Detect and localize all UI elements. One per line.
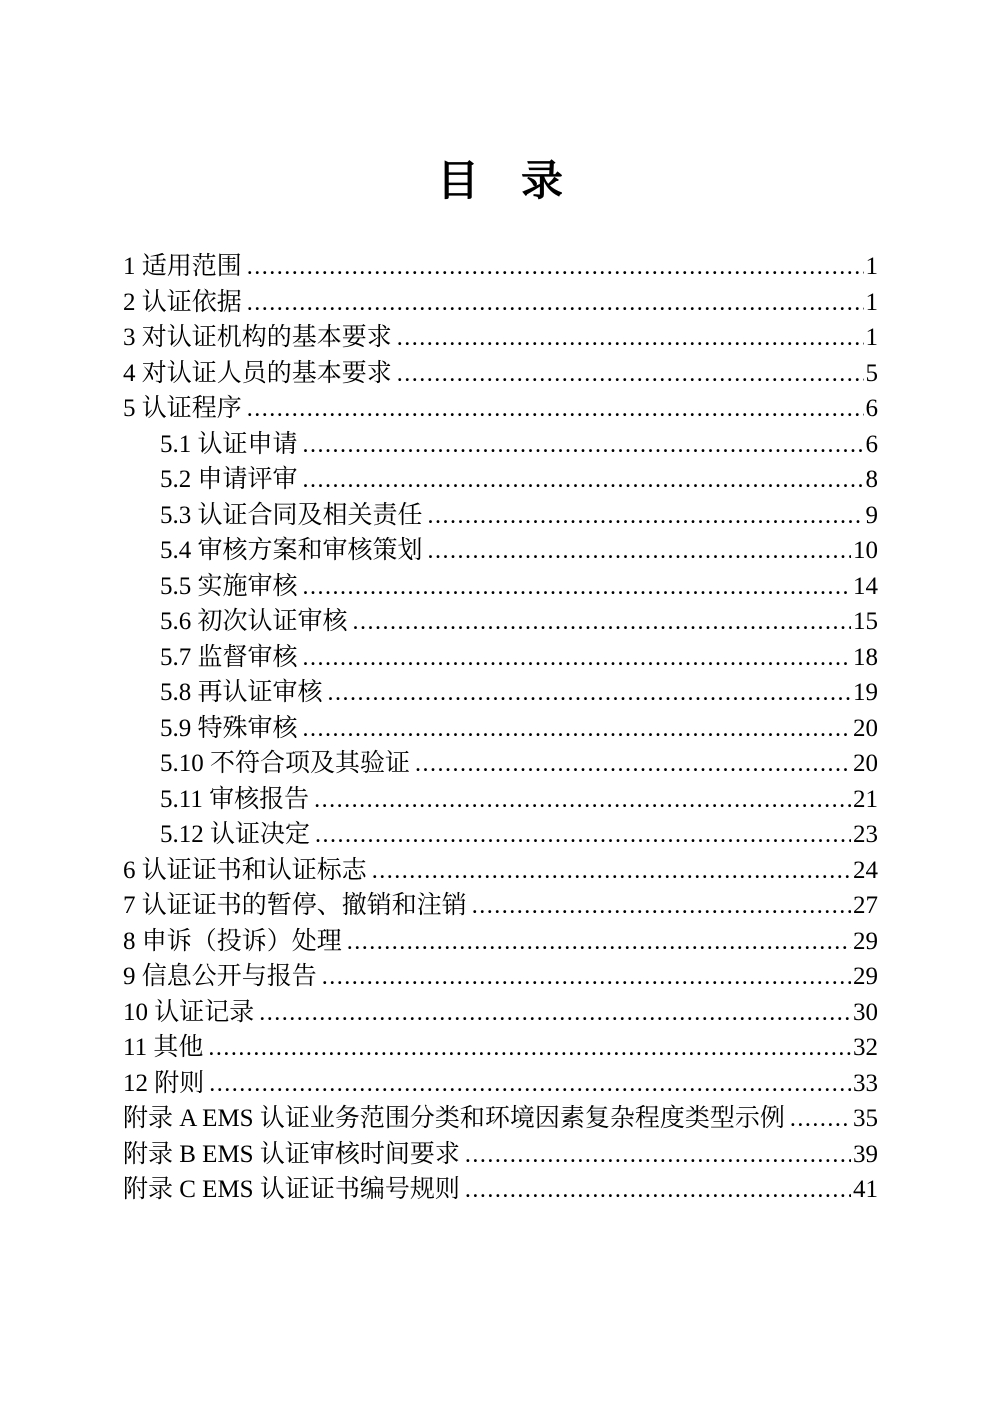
toc-page-number: 33 [853,1069,878,1097]
toc-entry [123,746,878,782]
toc-entry [123,249,878,285]
toc-leader-dots [303,569,851,606]
toc-leader-dots [322,959,851,996]
toc-entry-label: 7 认证证书的暂停、撤销和注销 [123,892,467,919]
toc-page-number: 39 [853,1140,878,1168]
toc-entry [123,285,878,321]
toc-entry [123,888,878,924]
toc-leader-dots [303,640,851,677]
toc-entry [123,1137,878,1173]
toc-entry-label: 5.4 审核方案和审核策划 [160,537,423,564]
toc-page-number: 21 [853,785,878,813]
toc-leader-dots [259,995,851,1032]
toc-entry-label: 6 认证证书和认证标志 [123,856,367,884]
toc-page-number: 20 [853,714,878,742]
toc-entry-label: 5.2 申请评审 [160,466,298,493]
toc-page-number: 29 [853,963,878,990]
toc-entry [123,427,878,463]
toc-entry [123,640,878,676]
toc-entry [123,391,878,427]
page-title: 目 录 [436,157,563,204]
toc-leader-dots [314,782,851,819]
toc-entry-label: 5.6 初次认证审核 [160,608,348,635]
toc-entry [123,853,878,889]
toc-page-number: 1 [865,324,878,351]
toc-page-number: 23 [853,821,878,848]
toc-entry-label: 5.1 认证申请 [160,430,298,458]
toc-entry [123,782,878,818]
toc-entry-label: 3 对认证机构的基本要求 [123,324,392,351]
toc-entry-label: 12 附则 [123,1069,205,1097]
toc-leader-dots [397,356,864,393]
toc-entry-label: 5.8 再认证审核 [160,679,323,706]
toc-leader-dots [472,888,851,925]
toc-entry [123,959,878,995]
toc-leader-dots [372,853,851,890]
toc-entry-label: 5 认证程序 [123,395,242,422]
toc-page-number: 9 [865,501,878,529]
toc-leader-dots [247,391,864,428]
toc-entry [123,924,878,960]
toc-entry-label: 10 认证记录 [123,998,255,1026]
toc-entry [123,498,878,534]
toc-entry [123,356,878,392]
toc-entry [123,817,878,853]
toc-entry [123,1066,878,1102]
toc-leader-dots [428,498,864,535]
toc-page-number: 32 [853,1034,878,1061]
toc-leader-dots [208,1030,851,1067]
toc-leader-dots [415,746,851,783]
toc-leader-dots [428,533,851,570]
toc-page-number: 14 [853,572,878,600]
toc-leader-dots [328,675,851,712]
toc-entry-label: 5.3 认证合同及相关责任 [160,501,423,529]
toc-entry-label: 2 认证依据 [123,288,242,316]
toc-entry [123,1030,878,1066]
toc-page-number: 15 [853,608,878,635]
toc-page-number: 5 [865,359,878,387]
toc-entry [123,604,878,640]
toc-leader-dots [303,711,851,748]
toc-entry-label: 5.7 监督审核 [160,643,298,671]
toc-page-number: 24 [853,856,878,884]
toc-leader-dots [465,1172,851,1209]
toc-entry [123,711,878,747]
toc-leader-dots [209,1066,851,1103]
toc-leader-dots [247,249,864,286]
toc-leader-dots [247,285,864,322]
toc-list [123,249,878,1208]
toc-leader-dots [465,1137,851,1174]
toc-entry [123,569,878,605]
toc-page-number: 10 [853,537,878,564]
toc-entry-label: 附录 A EMS 认证业务范围分类和环境因素复杂程度类型示例 [123,1105,785,1132]
toc-leader-dots [303,427,864,464]
toc-page-number: 19 [853,679,878,706]
toc-entry-label: 5.9 特殊审核 [160,714,298,742]
toc-leader-dots [397,320,864,357]
toc-page-number: 30 [853,998,878,1026]
toc-entry [123,675,878,711]
toc-entry-label: 附录 B EMS 认证审核时间要求 [123,1140,460,1168]
toc-entry-label: 9 信息公开与报告 [123,963,317,990]
toc-entry-label: 8 申诉（投诉）处理 [123,927,342,955]
toc-leader-dots [347,924,851,961]
toc-entry-label: 5.12 认证决定 [160,821,311,848]
toc-page-number: 18 [853,643,878,671]
toc-entry [123,1101,878,1137]
toc-page-number: 27 [853,892,878,919]
toc-page-number: 6 [865,395,878,422]
toc-leader-dots [315,817,851,854]
toc-page-number: 1 [865,288,878,316]
toc-page-number: 35 [853,1105,878,1132]
toc-entry-label: 附录 C EMS 认证证书编号规则 [123,1176,460,1203]
toc-entry [123,462,878,498]
toc-entry [123,320,878,356]
toc-entry-label: 11 其他 [123,1034,204,1061]
toc-entry [123,533,878,569]
toc-leader-dots [353,604,851,641]
toc-entry-label: 1 适用范围 [123,253,242,280]
toc-leader-dots [303,462,864,499]
toc-entry-label: 4 对认证人员的基本要求 [123,359,392,387]
toc-entry-label: 5.10 不符合项及其验证 [160,750,411,777]
toc-entry [123,1172,878,1208]
toc-page-number: 20 [853,750,878,777]
toc-leader-dots [790,1101,851,1138]
toc-entry-label: 5.11 审核报告 [160,785,310,813]
toc-page-number: 6 [865,430,878,458]
toc-entry [123,995,878,1031]
toc-page-number: 41 [853,1176,878,1203]
toc-entry-label: 5.5 实施审核 [160,572,298,600]
toc-page-number: 29 [853,927,878,955]
toc-page-number: 8 [865,466,878,493]
toc-page-number: 1 [865,253,878,280]
